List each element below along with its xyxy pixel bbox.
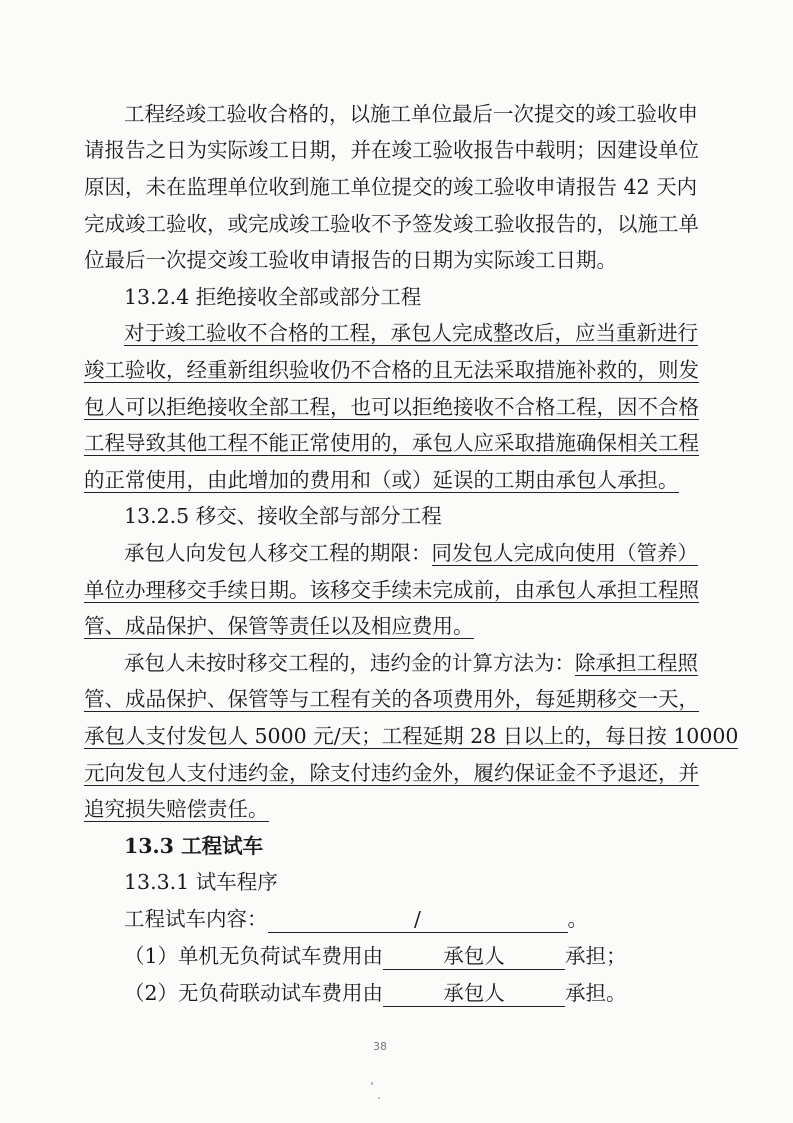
sec-1324-line-5: 的正常使用，由此增加的费用和（或）延误的工期由承包人承担。 xyxy=(84,468,679,492)
trial-item-1 xyxy=(124,943,664,969)
para-1-line-5: 位最后一次提交竣工验收申请报告的日期为实际竣工日期。 xyxy=(84,248,617,272)
sec-1324-line-4: 工程导致其他工程不能正常使用的，承包人应采取措施确保相关工程 xyxy=(84,431,699,455)
trial-item-2-field: 承包人 xyxy=(383,980,565,1007)
section-13-3-1-heading: 13.3.1 试车程序 xyxy=(124,870,278,894)
sec-1325-p2-lead: 承包人未按时移交工程的，违约金的计算方法为： xyxy=(124,651,575,675)
para-1-line-1: 工程经竣工验收合格的，以施工单位最后一次提交的竣工验收申 xyxy=(124,102,698,126)
para-1-line-4: 完成竣工验收，或完成竣工验收不予签发竣工验收报告的，以施工单 xyxy=(84,212,699,236)
sec-1325-p2-line-1 xyxy=(124,650,698,676)
sec-1325-p2-line-5: 追究损失赔偿责任。 xyxy=(84,797,269,821)
section-13-2-4-heading: 13.2.4 拒绝接收全部或部分工程 xyxy=(124,285,422,309)
trial-content-end: 。 xyxy=(567,907,588,931)
para-1-line-2: 请报告之日为实际竣工日期，并在竣工验收报告中载明；因建设单位 xyxy=(84,138,699,162)
sec-1325-p1-lead: 承包人向发包人移交工程的期限： xyxy=(124,541,432,565)
sec-1325-p1-term: 同发包人完成向使用（管养） xyxy=(431,541,698,565)
sec-1325-p1-line-3: 管、成品保护、保管等责任以及相应费用。 xyxy=(84,614,474,638)
sec-1325-p1-line-1 xyxy=(124,540,698,566)
trial-content-line xyxy=(124,906,664,932)
trial-item-2 xyxy=(124,980,664,1006)
sec-1324-line-1: 对于竣工验收不合格的工程，承包人完成整改后，应当重新进行 xyxy=(124,321,698,345)
trial-item-2-suffix: 承担。 xyxy=(565,981,627,1005)
page-number: 38 xyxy=(373,1040,387,1053)
trial-content-field: / xyxy=(268,906,568,933)
trial-item-2-prefix: （2）无负荷联动试车费用由 xyxy=(124,981,384,1005)
sec-1325-p2-line-2: 管、成品保护、保管等与工程有关的各项费用外，每延期移交一天， xyxy=(84,687,699,711)
sec-1325-p2-line-3: 承包人支付发包人 5000 元/天；工程延期 28 日以上的，每日按 10000 xyxy=(84,724,739,748)
trial-content-label: 工程试车内容： xyxy=(124,907,268,931)
sec-1325-p2-line-4: 元向发包人支付违约金，除支付违约金外，履约保证金不予退还，并 xyxy=(84,761,699,785)
scan-speck xyxy=(371,1082,373,1085)
sec-1324-line-2: 竣工验收，经重新组织验收仍不合格的且无法采取措施补救的，则发 xyxy=(84,358,699,382)
section-13-3-heading: 13.3 工程试车 xyxy=(124,834,264,858)
trial-item-1-suffix: 承担； xyxy=(565,944,627,968)
sec-1325-p2-term: 除承担工程照 xyxy=(575,651,698,675)
sec-1325-p1-line-2: 单位办理移交手续日期。该移交手续未完成前，由承包人承担工程照 xyxy=(84,578,699,602)
trial-item-1-prefix: （1）单机无负荷试车费用由 xyxy=(124,944,384,968)
sec-1324-line-3: 包人可以拒绝接收全部工程，也可以拒绝接收不合格工程，因不合格 xyxy=(84,395,699,419)
scan-speck xyxy=(378,1097,380,1099)
trial-item-1-field: 承包人 xyxy=(383,943,565,970)
para-1-line-3: 原因，未在监理单位收到施工单位提交的竣工验收申请报告 42 天内 xyxy=(84,175,698,199)
section-13-2-5-heading: 13.2.5 移交、接收全部与部分工程 xyxy=(124,504,442,528)
